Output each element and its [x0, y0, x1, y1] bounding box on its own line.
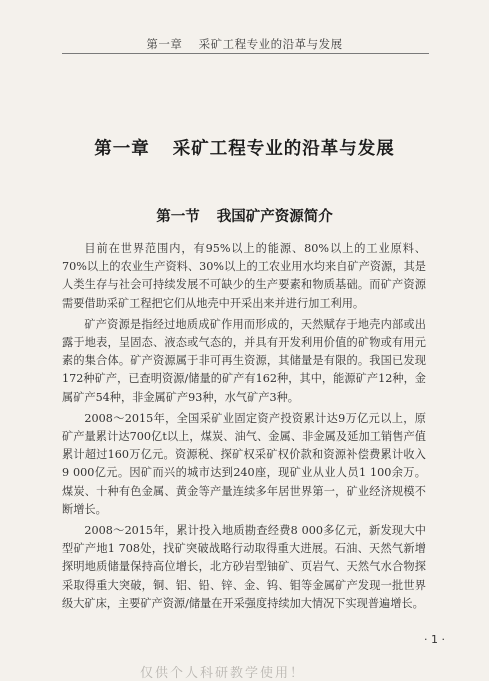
running-head-chapter: 第一章 [146, 37, 183, 51]
paragraph: 2008～2015年，全国采矿业固定资产投资累计达9万亿元以上，原矿产量累计达700亿t以上，煤炭、油气、金属、非金属及延加工销售产值累计超过160万亿元。资源税、探矿权采矿权价款和资源补偿费累计收入9 000亿元。因矿而兴的城市达到240座，现矿业从业人员1 100余万。煤炭、十种有色金属、黄金等产量连续多年居世界第一，矿业经济规模不断增长。 [62, 411, 426, 516]
running-head-title: 采矿工程专业的沿革与发展 [198, 37, 343, 51]
chapter-number: 第一章 [94, 139, 150, 159]
paragraph: 目前在世界范围内，有95%以上的能源、80%以上的工业原料、70%以上的农业生产资料、30%以上的工农业用水均来自矿产资源，其是人类生存与社会可持续发展不可缺少的生产要素和物质基础。而矿产资源需要借助采矿工程把它们从地壳中开采出来并进行加工利用。 [62, 242, 426, 310]
section-title [0, 205, 489, 226]
section-number: 第一节 [156, 208, 200, 225]
section-name: 我国矿产资源简介 [216, 208, 333, 225]
running-head [0, 36, 489, 52]
page-number: · 1 · [424, 633, 445, 646]
body-text [62, 240, 426, 616]
chapter-name: 采矿工程专业的沿革与发展 [172, 139, 395, 159]
paragraph: 2008～2015年，累计投入地质勘查经费8 000多亿元，新发现大中型矿产地1 708处，找矿突破战略行动取得重大进展。石油、天然气新增探明地质储量保持高位增长，北方砂岩型铀矿、页岩气、天然气水合物探采取得重大突破，铜、铝、铅、锌、金、钨、钼等金属矿产发现一批世界级大矿床，主要矿产资源/储量在开采强度持续加大情况下实现普遍增长。 [62, 524, 426, 610]
chapter-title [0, 135, 489, 160]
bleed-through-text: 仅供个人科研教学使用！ [140, 666, 306, 681]
header-rule [62, 53, 429, 54]
paragraph: 矿产资源是指经过地质成矿作用而形成的，天然赋存于地壳内部或出露于地表，呈固态、液态或气态的，并具有开发利用价值的矿物或有用元素的集合体。矿产资源属于非可再生资源，其储量是有限的。我国已发现172种矿产，已查明资源/储量的矿产有162种，其中，能源矿产12种，金属矿产54种，非金属矿产93种，水气矿产3种。 [62, 317, 426, 404]
